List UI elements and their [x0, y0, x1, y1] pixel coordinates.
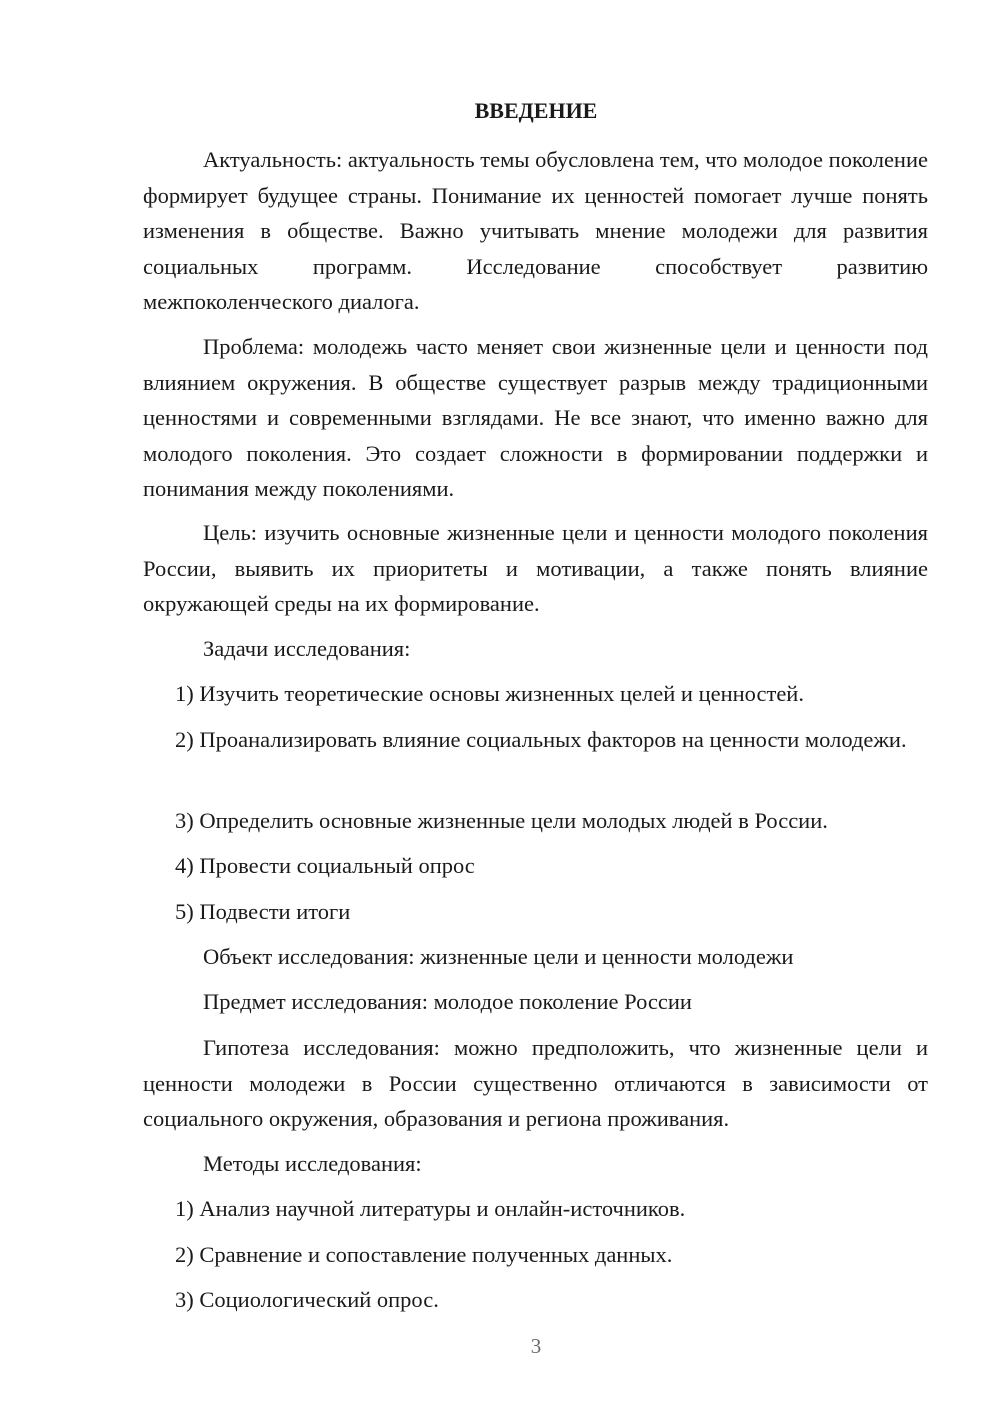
page-number: 3 — [530, 1334, 542, 1358]
task-item-1: 1) Изучить теоретические основы жизненных целей и ценностей. — [175, 681, 804, 706]
method-item-2: 2) Сравнение и сопоставление полученных данных. — [175, 1242, 673, 1267]
task-item-3: 3) Определить основные жизненные цели молодых людей в России. — [175, 808, 828, 833]
method-item-3: 3) Социологический опрос. — [175, 1287, 439, 1312]
research-subject: Предмет исследования: молодое поколение России — [203, 989, 692, 1014]
methods-heading: Методы исследования: — [203, 1151, 422, 1176]
hypothesis-paragraph: Гипотеза исследования: можно предположить, что жизненные цели и ценности молодежи в России существенно отличаются в зависимости от социального окружения, образования и региона проживания. — [143, 1035, 928, 1131]
task-item-2: 2) Проанализировать влияние социальных факторов на ценности молодежи. — [175, 727, 907, 752]
method-item-1: 1) Анализ научной литературы и онлайн-источников. — [175, 1196, 686, 1221]
page-title: ВВЕДЕНИЕ — [474, 98, 598, 123]
problem-paragraph: Проблема: молодежь часто меняет свои жизненные цели и ценности под влиянием окружения. В обществе существует разрыв между традиционными ценностями и современными взглядами. Не все знают, что именно важно для молодого поколения. Это создает сложности в формировании поддержки и понимания между поколениями. — [143, 334, 928, 501]
research-object: Объект исследования: жизненные цели и ценности молодежи — [203, 944, 794, 969]
tasks-heading: Задачи исследования: — [203, 636, 411, 661]
task-item-4: 4) Провести социальный опрос — [175, 853, 475, 878]
relevance-paragraph: Актуальность: актуальность темы обусловлена тем, что молодое поколение формирует будущее страны. Понимание их ценностей помогает лучше понять изменения в обществе. Важно учитывать мнение молодежи для развития социальных программ. Исследование способствует развитию межпоколенческого диалога. — [143, 147, 928, 314]
task-item-5: 5) Подвести итоги — [175, 899, 351, 924]
goal-paragraph: Цель: изучить основные жизненные цели и ценности молодого поколения России, выявить их приоритеты и мотивации, а также понять влияние окружающей среды на их формирование. — [143, 520, 928, 616]
